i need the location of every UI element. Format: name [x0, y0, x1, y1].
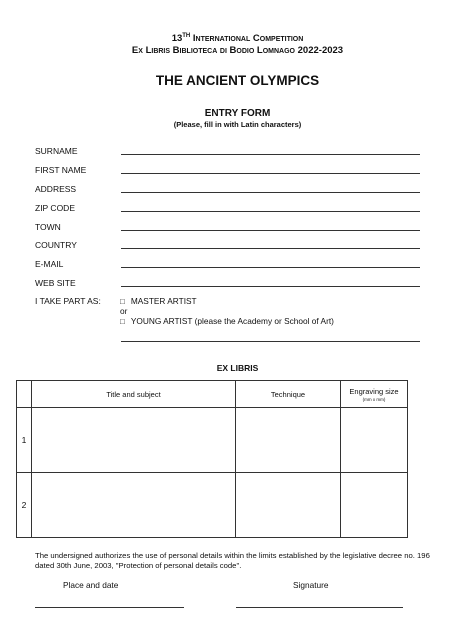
- young-artist-option[interactable]: [120, 316, 334, 326]
- website-field[interactable]: [121, 286, 420, 287]
- technique-cell[interactable]: [236, 408, 341, 473]
- table-row: [17, 408, 408, 473]
- surname-field[interactable]: [121, 154, 420, 155]
- country-field[interactable]: [121, 248, 420, 249]
- col-size-label: Engraving size: [349, 386, 399, 396]
- email-field[interactable]: [121, 267, 420, 268]
- master-artist-option[interactable]: [120, 296, 197, 306]
- zip-code-label: ZIP CODE: [35, 203, 75, 213]
- col-size-header: [341, 381, 408, 408]
- ex-libris-heading: EX LIBRIS: [216, 363, 259, 373]
- col-technique-header: Technique: [236, 381, 341, 408]
- young-checkbox-icon[interactable]: □: [120, 317, 125, 326]
- email-label: E-MAIL: [35, 259, 64, 269]
- country-label: COUNTRY: [35, 240, 77, 250]
- school-field[interactable]: [121, 341, 420, 342]
- competition-line-2: Ex Libris Biblioteca di Bodio Lomnago 2022-2023: [131, 45, 344, 57]
- competition-line-1: [0, 30, 475, 45]
- master-artist-label: MASTER ARTIST: [130, 296, 197, 306]
- place-date-field[interactable]: [35, 607, 184, 608]
- title-cell[interactable]: [32, 473, 236, 538]
- signature-label: Signature: [293, 580, 329, 590]
- surname-label: SURNAME: [35, 146, 78, 156]
- website-label: WEB SITE: [35, 278, 76, 288]
- technique-cell[interactable]: [236, 473, 341, 538]
- table-row: [17, 473, 408, 538]
- col-size-unit: (mm x mm): [362, 396, 386, 402]
- col-number-header: [17, 381, 32, 408]
- entry-form-subtitle: (Please, fill in with Latin characters): [173, 120, 302, 129]
- row-number: 1: [17, 408, 32, 473]
- size-cell[interactable]: [341, 473, 408, 538]
- or-text: or: [120, 306, 128, 316]
- competition-rest: International Competition: [192, 33, 304, 45]
- place-date-label: Place and date: [63, 580, 119, 590]
- entry-form-title: ENTRY FORM: [204, 108, 271, 119]
- privacy-disclaimer: The undersigned authorizes the use of personal details within the limits established by the legislative decree no. 196 dated 30th June, 2003, "Protection of personal details code".: [35, 551, 430, 570]
- participation-label: I TAKE PART AS:: [35, 296, 101, 306]
- size-cell[interactable]: [341, 408, 408, 473]
- signature-field[interactable]: [236, 607, 403, 608]
- col-title-header: Title and subject: [32, 381, 236, 408]
- page-title: THE ANCIENT OLYMPICS: [155, 73, 320, 88]
- row-number: 2: [17, 473, 32, 538]
- address-field[interactable]: [121, 192, 420, 193]
- first-name-label: FIRST NAME: [35, 165, 87, 175]
- zip-code-field[interactable]: [121, 211, 420, 212]
- title-cell[interactable]: [32, 408, 236, 473]
- ex-libris-table: [16, 380, 408, 538]
- table-header-row: [17, 381, 408, 408]
- competition-number: 13: [171, 33, 183, 45]
- town-label: TOWN: [35, 222, 61, 232]
- master-checkbox-icon[interactable]: □: [120, 297, 125, 306]
- town-field[interactable]: [121, 230, 420, 231]
- address-label: ADDRESS: [35, 184, 77, 194]
- competition-heading: [0, 30, 475, 57]
- first-name-field[interactable]: [121, 173, 420, 174]
- young-artist-label: YOUNG ARTIST (please the Academy or School of Art): [130, 316, 334, 326]
- competition-suffix: TH: [182, 33, 191, 39]
